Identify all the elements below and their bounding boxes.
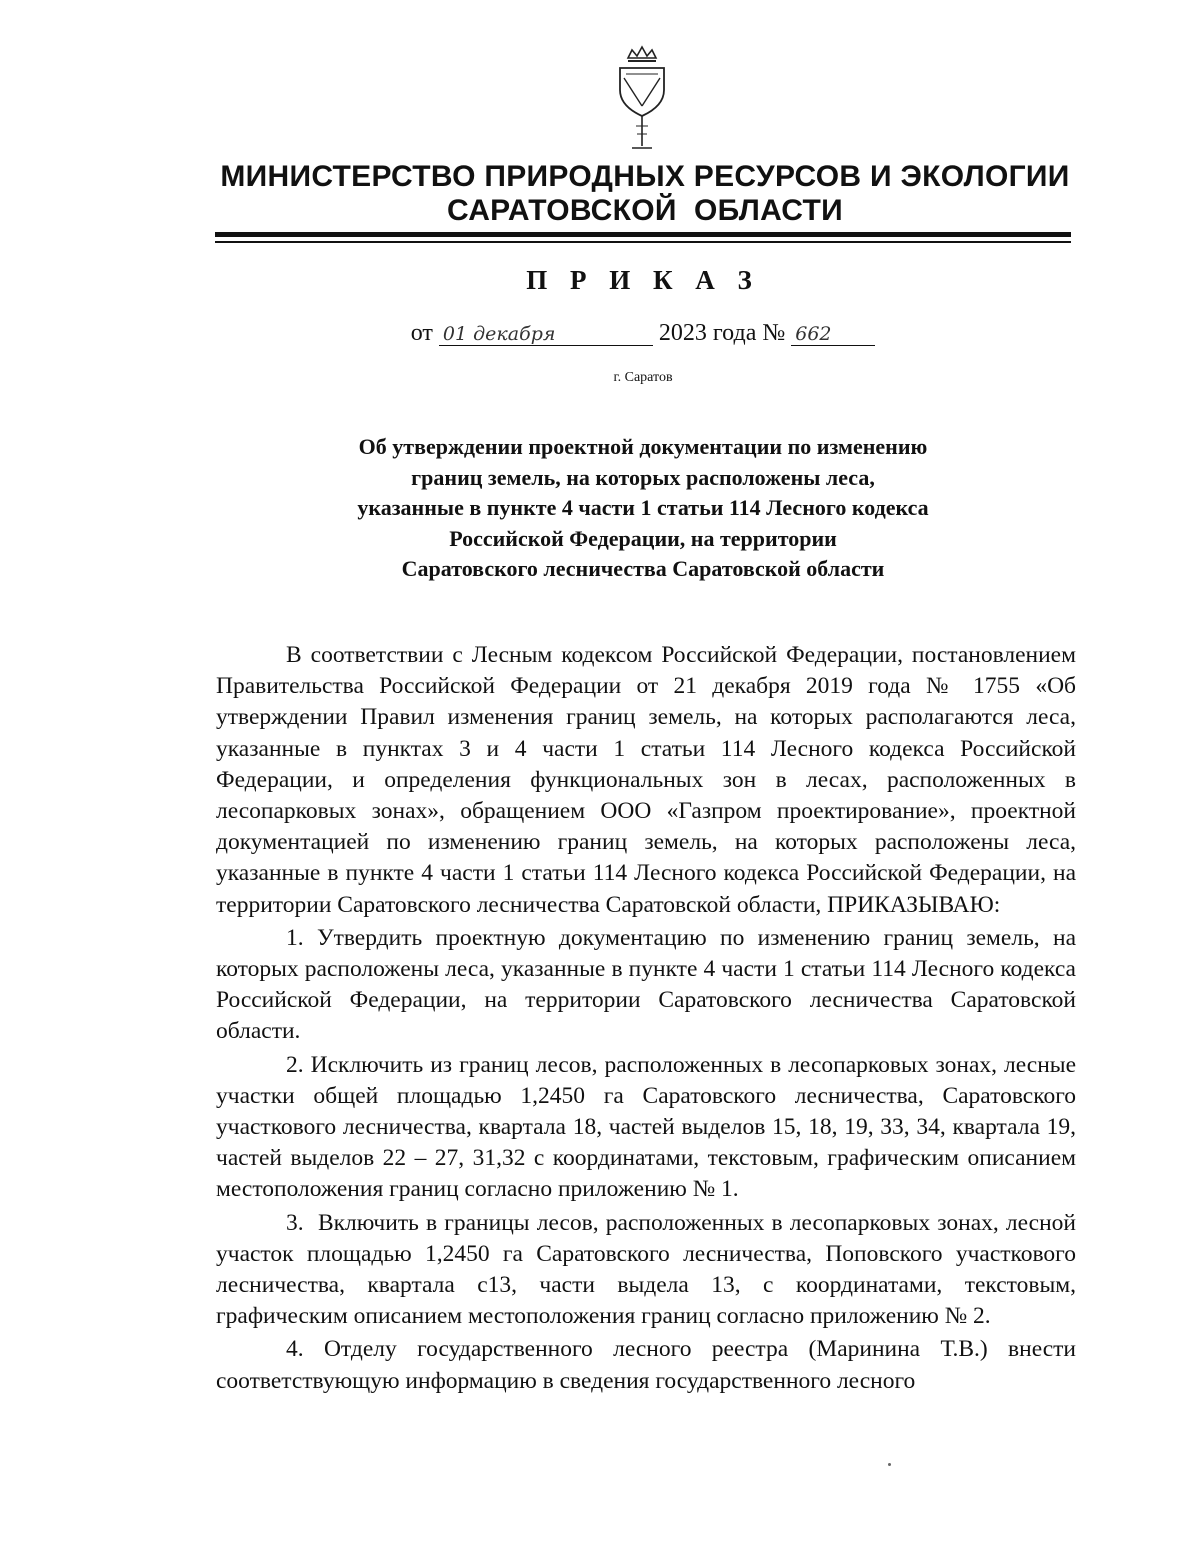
ministry-name — [200, 160, 1090, 228]
subject-line: Российской Федерации, на территории — [449, 525, 837, 551]
order-body — [216, 640, 1082, 1397]
subject-line: указанные в пункте 4 части 1 статьи 114 Лесного кодекса — [357, 495, 929, 520]
order-item-1: 1. Утвердить проектную документацию по изменению границ земель, на которых расположены леса, указанные в пункте 4 части 1 статьи 114 Лесного кодекса Российской Федерации, на территории Саратовского лесничества Саратовской области. — [216, 924, 1076, 1045]
order-date-line — [215, 320, 1071, 347]
year-number-label: 2023 года № — [658, 320, 786, 346]
subject-line: границ земель, на которых расположены леса, — [411, 464, 875, 490]
preamble-paragraph: В соответствии с Лесным кодексом Российской Федерации, постановлением Правительства Российской Федерации от 21 декабря 2019 года № 1755 «Об утверждении Правил изменения границ земель, на которых располагаются леса, указанные в пунктах 3 и 4 части 1 статьи 114 Лесного кодекса Российской Федерации, и определения функциональных зон в лесах, расположенных в лесопарковых зонах», обращением ООО «Газпром проектирование», проектной документацией по изменению границ земель, на которых расположены леса, указанные в пункте 4 части 1 статьи 114 Лесного кодекса Российской Федерации, на территории Саратовского лесничества Саратовской области, ПРИКАЗЫВАЮ: — [216, 642, 1076, 918]
order-subject — [215, 432, 1071, 585]
subject-line: Саратовского лесничества Саратовской области — [401, 556, 885, 581]
header-rule-thick — [215, 232, 1071, 237]
handwritten-date: 01 декабря — [439, 323, 653, 346]
order-item-2: 2. Исключить из границ лесов, расположенных в лесопарковых зонах, лесные участки общей площадью 1,2450 га Саратовского лесничества, Саратовского участкового лесничества, квартала 18, частей выделов 15, 18, 19, 33, 34, квартала 19, частей выделов 22 – 27, 31,32 с координатами, текстовым, графическим описанием местоположения границ согласно приложению № 1. — [216, 1051, 1076, 1203]
handwritten-order-number: 662 — [791, 323, 875, 346]
order-item-4: 4. Отделу государственного лесного реестра (Маринина Т.В.) внести соответствующую информацию в сведения государственного лесного — [216, 1336, 1076, 1394]
coat-of-arms-icon — [610, 44, 674, 154]
date-prefix: от — [410, 320, 433, 346]
order-item-3: 3. Включить в границы лесов, расположенных в лесопарковых зонах, лесной участок площадью 1,2450 га Саратовского лесничества, Поповского участкового лесничества, квартала с13, части выдела 13, с координатами, текстовым, графическим описанием местоположения границ согласно приложению № 2. — [216, 1209, 1082, 1330]
subject-line: Об утверждении проектной документации по изменению — [358, 434, 928, 459]
scan-speck — [888, 1463, 891, 1466]
city: г. Саратов — [613, 370, 673, 385]
order-title: П Р И К А З — [526, 265, 760, 295]
header-rule-thin — [215, 241, 1071, 243]
ministry-line-2: САРАТОВСКОЙ ОБЛАСТИ — [446, 194, 844, 227]
ministry-line-1: МИНИСТЕРСТВО ПРИРОДНЫХ РЕСУРСОВ И ЭКОЛОГИИ — [220, 160, 1070, 193]
